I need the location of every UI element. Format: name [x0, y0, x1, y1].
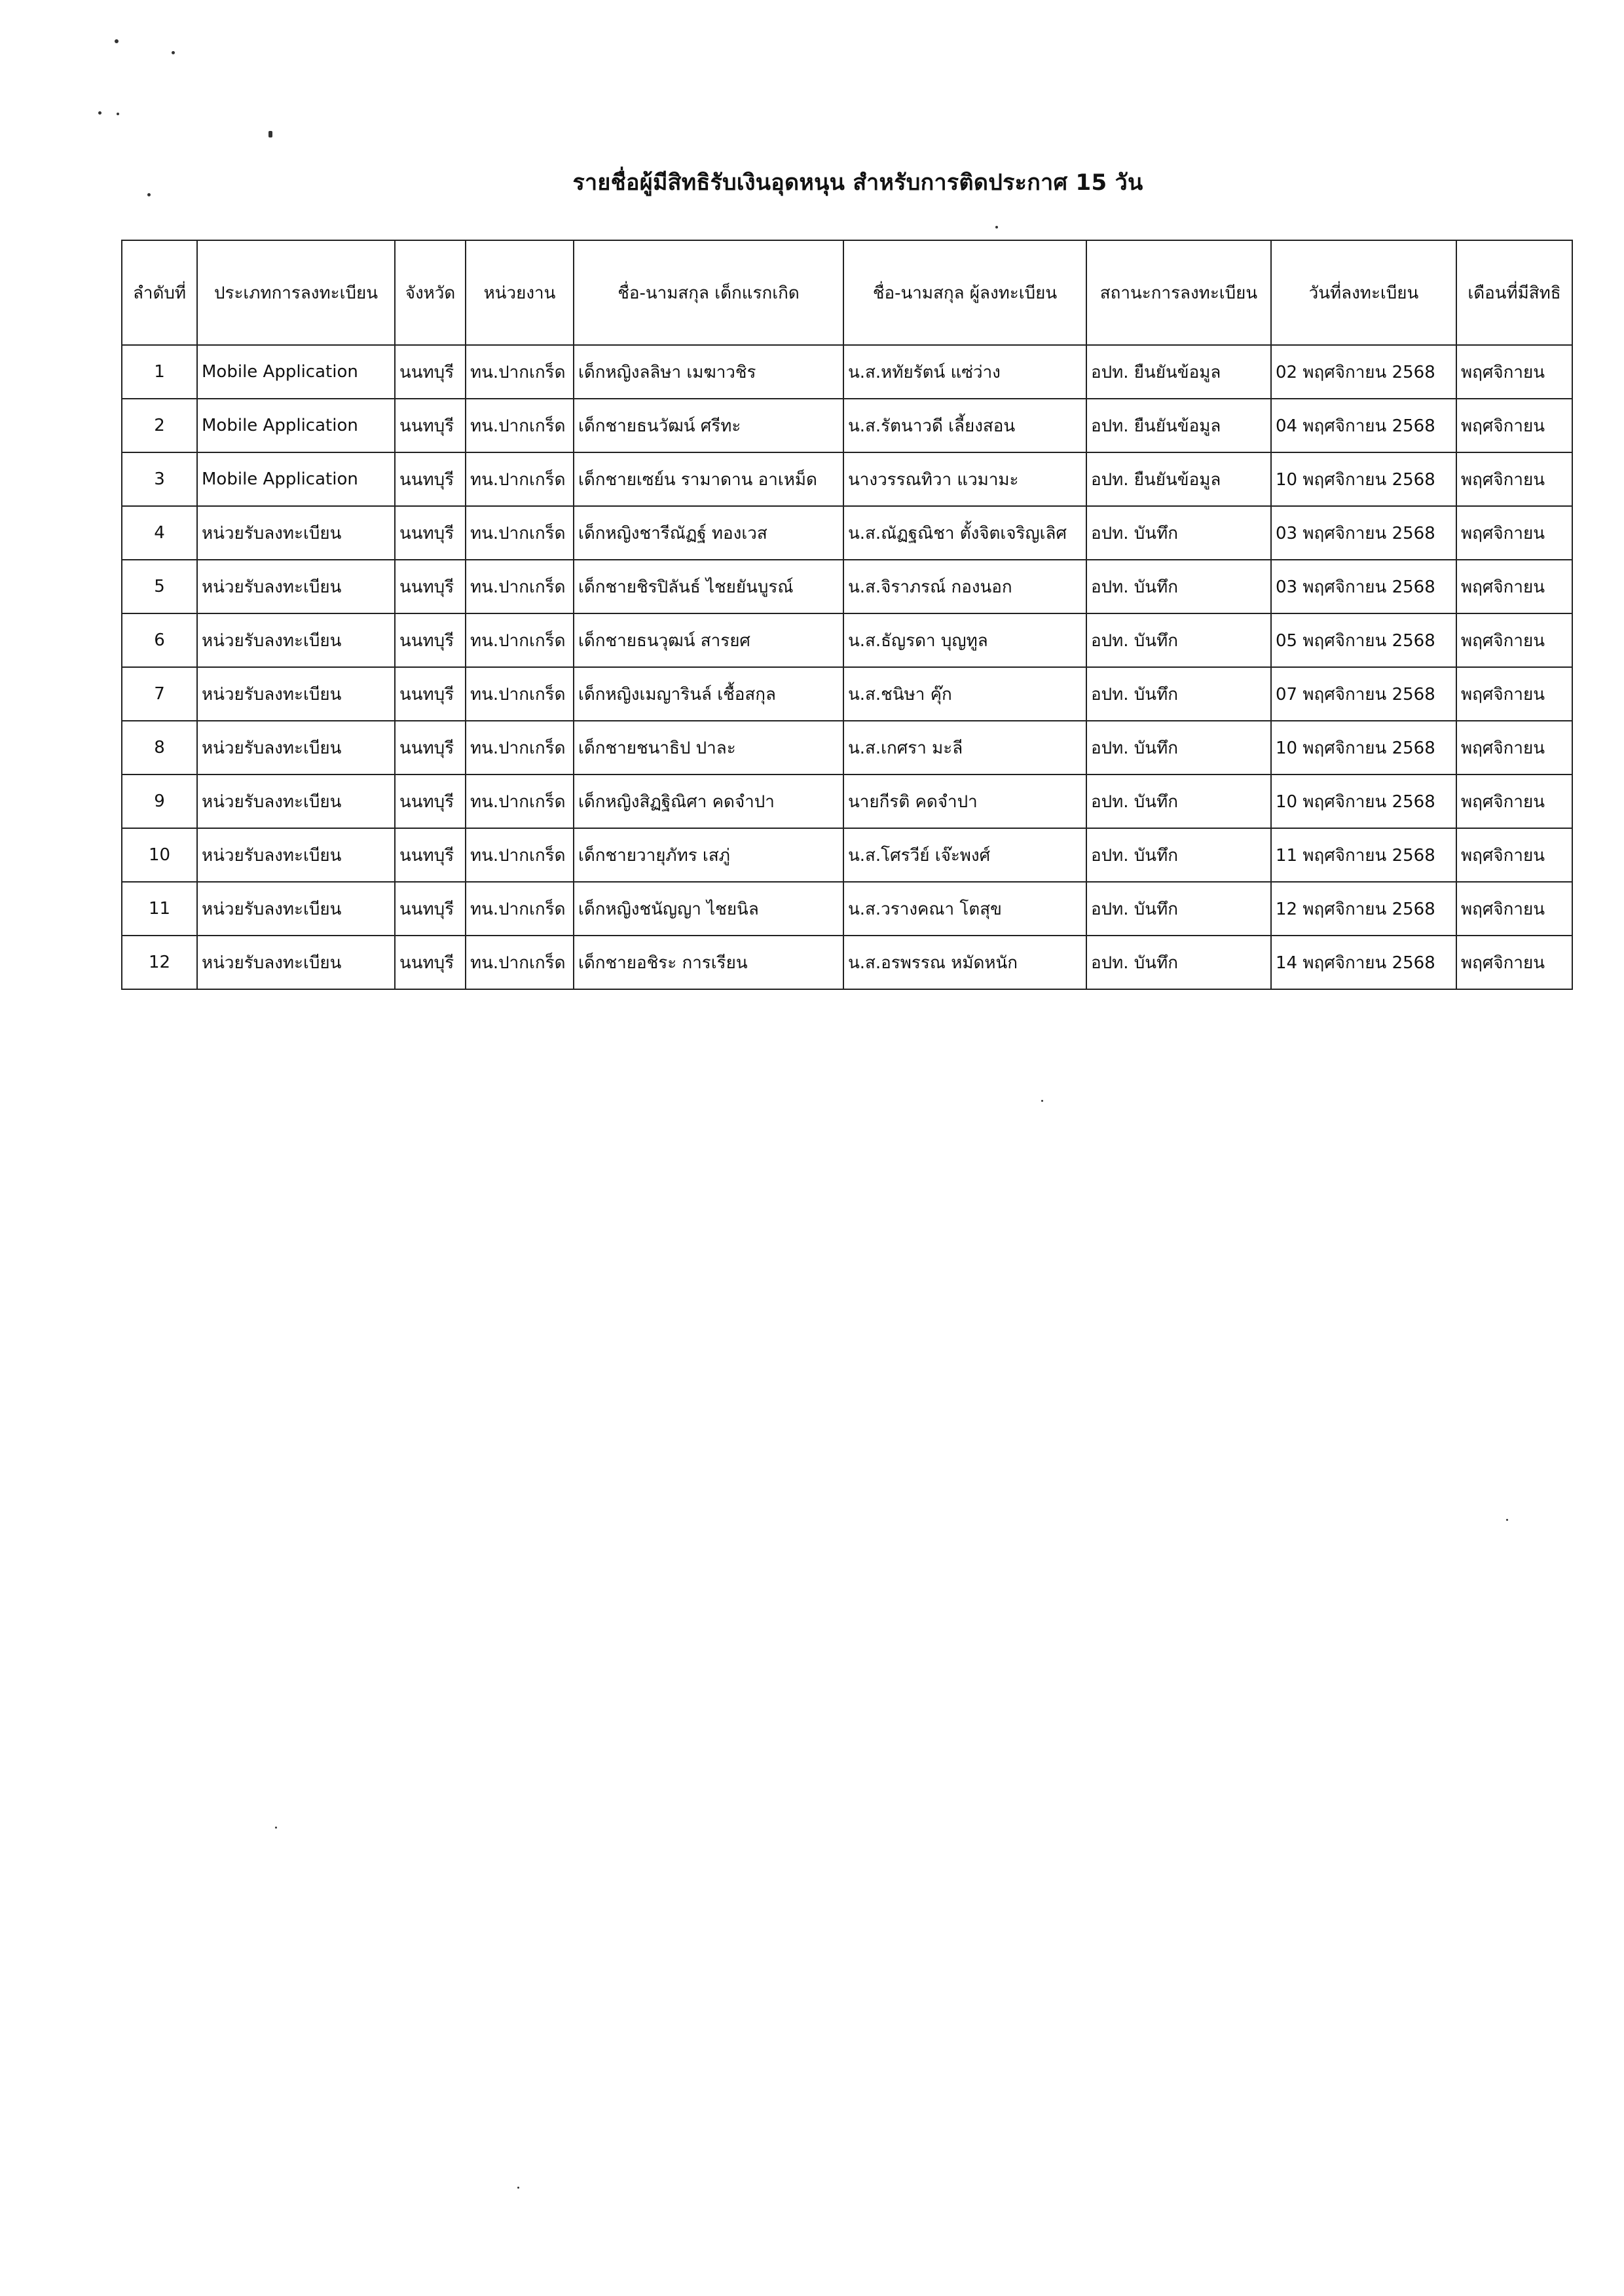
cell-registration-status: อปท. บันทึก — [1086, 828, 1271, 882]
cell-registration-status: อปท. บันทึก — [1086, 506, 1271, 560]
cell-newborn-name: เด็กชายธนวุฒน์ สารยศ — [574, 613, 843, 667]
cell-registration-date: 04 พฤศจิกายน 2568 — [1271, 399, 1456, 452]
cell-registration-type: หน่วยรับลงทะเบียน — [197, 882, 395, 936]
cell-agency: ทน.ปากเกร็ด — [466, 345, 574, 399]
table-row — [122, 936, 1572, 989]
cell-eligible-month: พฤศจิกายน — [1456, 613, 1572, 667]
cell-registration-date: 03 พฤศจิกายน 2568 — [1271, 560, 1456, 613]
cell-registration-status: อปท. บันทึก — [1086, 667, 1271, 721]
cell-agency: ทน.ปากเกร็ด — [466, 882, 574, 936]
cell-registration-type: หน่วยรับลงทะเบียน — [197, 828, 395, 882]
cell-registration-type: หน่วยรับลงทะเบียน — [197, 506, 395, 560]
cell-seq: 6 — [122, 613, 197, 667]
cell-registration-type: Mobile Application — [197, 345, 395, 399]
cell-agency: ทน.ปากเกร็ด — [466, 560, 574, 613]
cell-registration-date: 10 พฤศจิกายน 2568 — [1271, 774, 1456, 828]
cell-registrant-name: น.ส.ณัฏฐณิชา ตั้งจิตเจริญเลิศ — [843, 506, 1086, 560]
scan-speck — [268, 131, 272, 137]
table-row — [122, 345, 1572, 399]
cell-agency: ทน.ปากเกร็ด — [466, 828, 574, 882]
table-row — [122, 721, 1572, 774]
cell-registration-type: หน่วยรับลงทะเบียน — [197, 936, 395, 989]
cell-registration-date: 10 พฤศจิกายน 2568 — [1271, 452, 1456, 506]
cell-registration-date: 10 พฤศจิกายน 2568 — [1271, 721, 1456, 774]
cell-province: นนทบุรี — [395, 506, 466, 560]
cell-eligible-month: พฤศจิกายน — [1456, 721, 1572, 774]
cell-newborn-name: เด็กชายอชิระ การเรียน — [574, 936, 843, 989]
header-registration-status: สถานะการลงทะเบียน — [1086, 240, 1271, 345]
cell-newborn-name: เด็กหญิงชนัญญา ไชยนิล — [574, 882, 843, 936]
cell-registration-date: 14 พฤศจิกายน 2568 — [1271, 936, 1456, 989]
cell-newborn-name: เด็กชายธนวัฒน์ ศรีทะ — [574, 399, 843, 452]
cell-agency: ทน.ปากเกร็ด — [466, 399, 574, 452]
cell-eligible-month: พฤศจิกายน — [1456, 882, 1572, 936]
cell-registration-type: Mobile Application — [197, 452, 395, 506]
cell-seq: 5 — [122, 560, 197, 613]
cell-registrant-name: น.ส.รัตนาวดี เลี้ยงสอน — [843, 399, 1086, 452]
cell-agency: ทน.ปากเกร็ด — [466, 936, 574, 989]
cell-eligible-month: พฤศจิกายน — [1456, 774, 1572, 828]
cell-registration-status: อปท. บันทึก — [1086, 882, 1271, 936]
cell-province: นนทบุรี — [395, 667, 466, 721]
cell-registration-type: หน่วยรับลงทะเบียน — [197, 613, 395, 667]
beneficiary-table — [121, 240, 1573, 990]
cell-seq: 7 — [122, 667, 197, 721]
cell-registration-date: 11 พฤศจิกายน 2568 — [1271, 828, 1456, 882]
cell-province: นนทบุรี — [395, 882, 466, 936]
cell-province: นนทบุรี — [395, 721, 466, 774]
cell-province: นนทบุรี — [395, 399, 466, 452]
cell-newborn-name: เด็กชายชนาธิป ปาละ — [574, 721, 843, 774]
cell-province: นนทบุรี — [395, 560, 466, 613]
cell-newborn-name: เด็กชายชิรปิลันธ์ ไชยยันบูรณ์ — [574, 560, 843, 613]
cell-seq: 9 — [122, 774, 197, 828]
table-row — [122, 399, 1572, 452]
cell-registration-type: หน่วยรับลงทะเบียน — [197, 667, 395, 721]
cell-registration-type: Mobile Application — [197, 399, 395, 452]
cell-registration-status: อปท. บันทึก — [1086, 936, 1271, 989]
cell-registration-type: หน่วยรับลงทะเบียน — [197, 721, 395, 774]
scan-speck — [517, 2187, 519, 2189]
cell-seq: 12 — [122, 936, 197, 989]
cell-newborn-name: เด็กหญิงเมญารินล์ เชื้อสกุล — [574, 667, 843, 721]
cell-registrant-name: น.ส.โศรวีย์ เจ๊ะพงศ์ — [843, 828, 1086, 882]
cell-newborn-name: เด็กชายวายุภัทร เสภู่ — [574, 828, 843, 882]
cell-agency: ทน.ปากเกร็ด — [466, 613, 574, 667]
header-eligible-month: เดือนที่มีสิทธิ — [1456, 240, 1572, 345]
table-row — [122, 613, 1572, 667]
table-row — [122, 452, 1572, 506]
scan-speck — [1041, 1100, 1043, 1102]
scan-speck — [172, 51, 175, 54]
cell-seq: 2 — [122, 399, 197, 452]
cell-eligible-month: พฤศจิกายน — [1456, 560, 1572, 613]
cell-registration-status: อปท. ยืนยันข้อมูล — [1086, 452, 1271, 506]
header-registrant-name: ชื่อ-นามสกุล ผู้ลงทะเบียน — [843, 240, 1086, 345]
cell-eligible-month: พฤศจิกายน — [1456, 452, 1572, 506]
cell-agency: ทน.ปากเกร็ด — [466, 667, 574, 721]
cell-registrant-name: น.ส.ธัญรดา บุญทูล — [843, 613, 1086, 667]
cell-registrant-name: น.ส.หทัยรัตน์ แซ่ว่าง — [843, 345, 1086, 399]
header-agency: หน่วยงาน — [466, 240, 574, 345]
cell-province: นนทบุรี — [395, 452, 466, 506]
cell-registration-date: 05 พฤศจิกายน 2568 — [1271, 613, 1456, 667]
cell-eligible-month: พฤศจิกายน — [1456, 345, 1572, 399]
table-row — [122, 774, 1572, 828]
cell-registration-status: อปท. บันทึก — [1086, 774, 1271, 828]
cell-registration-status: อปท. บันทึก — [1086, 560, 1271, 613]
cell-agency: ทน.ปากเกร็ด — [466, 774, 574, 828]
cell-registration-status: อปท. ยืนยันข้อมูล — [1086, 345, 1271, 399]
cell-registration-date: 03 พฤศจิกายน 2568 — [1271, 506, 1456, 560]
cell-eligible-month: พฤศจิกายน — [1456, 399, 1572, 452]
cell-registration-status: อปท. บันทึก — [1086, 613, 1271, 667]
cell-registration-date: 12 พฤศจิกายน 2568 — [1271, 882, 1456, 936]
cell-eligible-month: พฤศจิกายน — [1456, 667, 1572, 721]
cell-registration-date: 07 พฤศจิกายน 2568 — [1271, 667, 1456, 721]
cell-eligible-month: พฤศจิกายน — [1456, 506, 1572, 560]
cell-registrant-name: น.ส.เกศรา มะลี — [843, 721, 1086, 774]
scan-speck — [117, 113, 119, 115]
cell-seq: 11 — [122, 882, 197, 936]
cell-registrant-name: น.ส.อรพรรณ หมัดหนัก — [843, 936, 1086, 989]
cell-registrant-name: นางวรรณทิวา แวมามะ — [843, 452, 1086, 506]
cell-registrant-name: น.ส.วรางคณา โตสุข — [843, 882, 1086, 936]
cell-province: นนทบุรี — [395, 613, 466, 667]
table-header-row — [122, 240, 1572, 345]
cell-newborn-name: เด็กหญิงลลิษา เมฆาวชิร — [574, 345, 843, 399]
header-registration-date: วันที่ลงทะเบียน — [1271, 240, 1456, 345]
cell-registrant-name: น.ส.ชนิษา คุ๊ก — [843, 667, 1086, 721]
cell-seq: 10 — [122, 828, 197, 882]
cell-province: นนทบุรี — [395, 828, 466, 882]
cell-registration-status: อปท. ยืนยันข้อมูล — [1086, 399, 1271, 452]
table-row — [122, 506, 1572, 560]
cell-agency: ทน.ปากเกร็ด — [466, 506, 574, 560]
cell-seq: 1 — [122, 345, 197, 399]
cell-newborn-name: เด็กชายเซย์น รามาดาน อาเหม็ด — [574, 452, 843, 506]
scan-speck — [115, 39, 119, 43]
header-registration-type: ประเภทการลงทะเบียน — [197, 240, 395, 345]
cell-agency: ทน.ปากเกร็ด — [466, 452, 574, 506]
cell-registrant-name: นายกีรติ คดจำปา — [843, 774, 1086, 828]
header-province: จังหวัด — [395, 240, 466, 345]
table-row — [122, 560, 1572, 613]
cell-registration-status: อปท. บันทึก — [1086, 721, 1271, 774]
page-title: รายชื่อผู้มีสิทธิรับเงินอุดหนุน สำหรับการติดประกาศ 15 วัน — [572, 170, 1143, 196]
table-row — [122, 828, 1572, 882]
cell-agency: ทน.ปากเกร็ด — [466, 721, 574, 774]
scan-speck — [1506, 1519, 1508, 1521]
scan-speck — [995, 226, 998, 228]
cell-province: นนทบุรี — [395, 774, 466, 828]
header-newborn-name: ชื่อ-นามสกุล เด็กแรกเกิด — [574, 240, 843, 345]
cell-registrant-name: น.ส.จิราภรณ์ กองนอก — [843, 560, 1086, 613]
cell-province: นนทบุรี — [395, 936, 466, 989]
cell-seq: 4 — [122, 506, 197, 560]
cell-newborn-name: เด็กหญิงชารีณัฏฐ์ ทองเวส — [574, 506, 843, 560]
cell-seq: 8 — [122, 721, 197, 774]
cell-seq: 3 — [122, 452, 197, 506]
table-row — [122, 667, 1572, 721]
cell-eligible-month: พฤศจิกายน — [1456, 936, 1572, 989]
table-row — [122, 882, 1572, 936]
table-body — [122, 345, 1572, 989]
cell-eligible-month: พฤศจิกายน — [1456, 828, 1572, 882]
cell-registration-type: หน่วยรับลงทะเบียน — [197, 774, 395, 828]
cell-newborn-name: เด็กหญิงสิฏฐิณิศา คดจำปา — [574, 774, 843, 828]
cell-registration-date: 02 พฤศจิกายน 2568 — [1271, 345, 1456, 399]
scan-speck — [275, 1827, 277, 1829]
cell-province: นนทบุรี — [395, 345, 466, 399]
scan-speck — [98, 111, 101, 115]
cell-registration-type: หน่วยรับลงทะเบียน — [197, 560, 395, 613]
header-seq: ลำดับที่ — [122, 240, 197, 345]
